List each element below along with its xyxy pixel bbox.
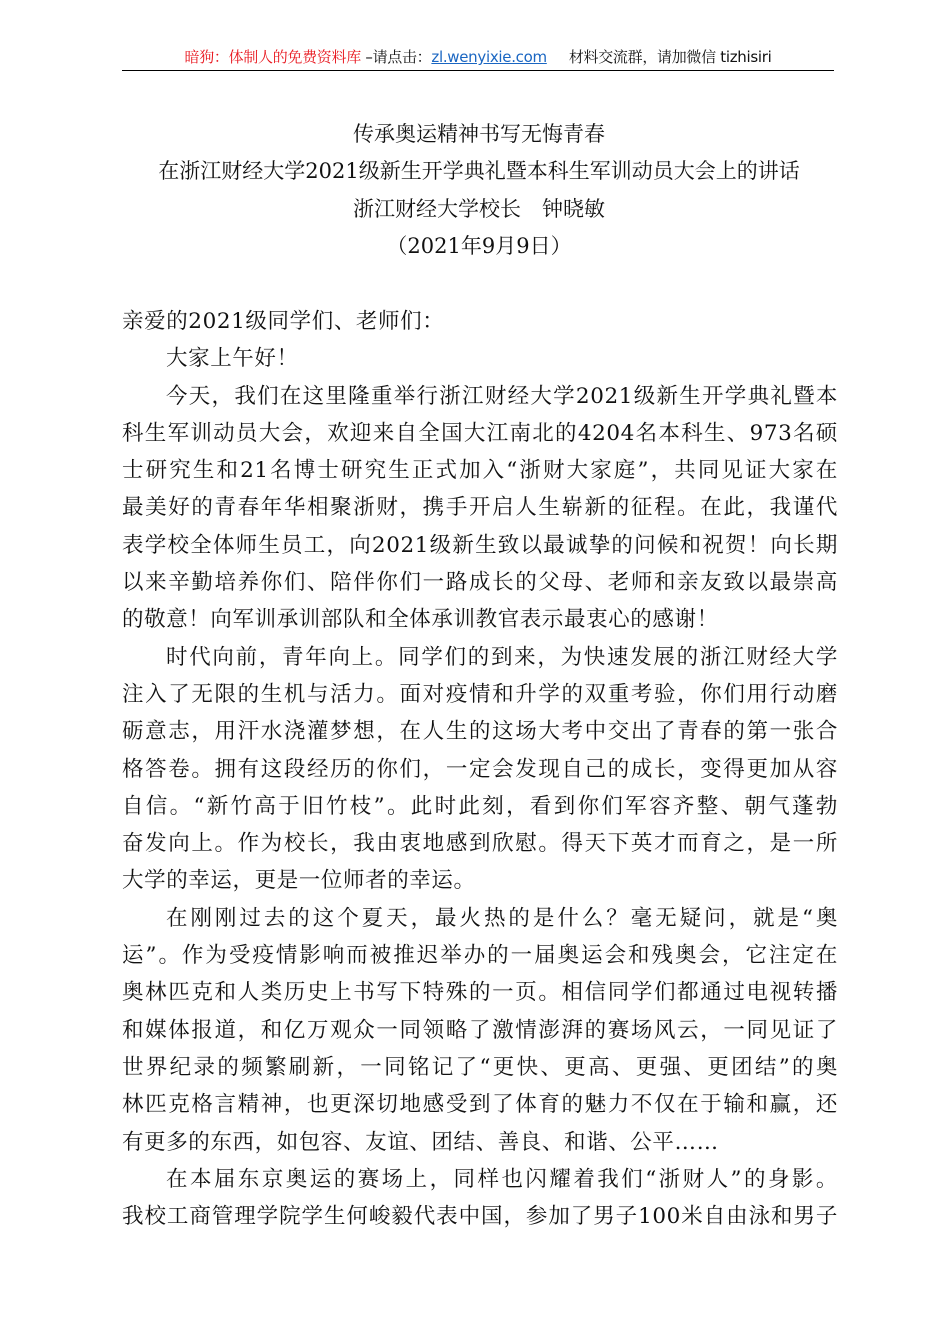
document-date: （2021年9月9日）: [386, 233, 572, 258]
resource-link[interactable]: zl.wenyixie.com: [431, 48, 547, 66]
text-line: 时代向前，青年向上。同学们的到来，为快速发展的浙江财经大学: [166, 644, 838, 670]
document-body: [122, 303, 838, 1235]
watermark-header: [122, 44, 834, 71]
text-line: 砺意志，用汗水浇灌梦想，在人生的这场大考中交出了青春的第一张合: [122, 719, 838, 745]
text-line: 在刚刚过去的这个夏天，最火热的是什么？毫无疑问，就是“奥: [166, 905, 838, 931]
text-line: 运”。作为受疫情影响而被推迟举办的一届奥运会和残奥会，它注定在: [122, 943, 838, 969]
text-line: 大学的幸运，更是一位师者的幸运。: [122, 868, 476, 894]
text-line: 今天，我们在这里隆重举行浙江财经大学2021级新生开学典礼暨本: [166, 383, 838, 409]
text-line: 有更多的东西，如包容、友谊、团结、善良、和谐、公平……: [122, 1129, 719, 1155]
paragraph-tokyo: [122, 1161, 838, 1236]
contact-text: 材料交流群，请加微信 tizhisiri: [568, 48, 772, 66]
text-line: 士研究生和21名博士研究生正式加入“浙财大家庭”，共同见证大家在: [122, 458, 838, 484]
text-line: 亲爱的2021级同学们、老师们：: [122, 309, 445, 334]
paragraph-olympics: [122, 900, 838, 1161]
paragraph-welcome: [122, 378, 838, 639]
text-line: 注入了无限的生机与活力。面对疫情和升学的双重考验，你们用行动磨: [122, 681, 838, 707]
text-line: 和媒体报道，和亿万观众一同领略了激情澎湃的赛场风云，一同见证了: [122, 1017, 838, 1043]
text-line: 科生军训动员大会，欢迎来自全国大江南北的4204名本科生、973名硕: [122, 420, 838, 446]
text-line: 自信。“新竹高于旧竹枝”。此时此刻，看到你们军容齐整、朝气蓬勃: [122, 793, 838, 819]
click-prompt: –请点击：: [360, 48, 432, 66]
document-subtitle: 在浙江财经大学2021级新生开学典礼暨本科生军训动员大会上的讲话: [158, 159, 800, 184]
text-line: 我校工商管理学院学生何峻毅代表中国，参加了男子100米自由泳和男子: [122, 1204, 838, 1230]
text-line: 奥林匹克和人类历史上书写下特殊的一页。相信同学们都通过电视转播: [122, 980, 838, 1006]
salutation: [122, 303, 838, 340]
text-line: 林匹克格言精神，也更深切地感受到了体育的魅力不仅在于输和赢，还: [122, 1092, 838, 1118]
document-heading: [0, 116, 950, 265]
paragraph-youth: [122, 639, 838, 900]
text-line: 最美好的青春年华相聚浙财，携手开启人生崭新的征程。在此，我谨代: [122, 495, 838, 521]
text-line: 奋发向上。作为校长，我由衷地感到欣慰。得天下英才而育之，是一所: [122, 831, 838, 857]
promo-text: 暗狗：体制人的免费资料库: [184, 48, 361, 66]
text-line: 以来辛勤培养你们、陪伴你们一路成长的父母、老师和亲友致以最崇高: [122, 570, 838, 596]
text-line: 的敬意！向军训承训部队和全体承训教官表示最衷心的感谢！: [122, 607, 719, 633]
text-line: 大家上午好！: [166, 346, 299, 372]
document-title: 传承奥运精神书写无悔青春: [353, 122, 605, 146]
text-line: 格答卷。拥有这段经历的你们，一定会发现自己的成长，变得更加从容: [122, 756, 838, 782]
document-author: 浙江财经大学校长 钟晓敏: [353, 196, 605, 221]
text-line: 表学校全体师生员工，向2021级新生致以最诚挚的问候和祝贺！向长期: [122, 532, 838, 558]
text-line: 世界纪录的频繁刷新，一同铭记了“更快、更高、更强、更团结”的奥: [122, 1054, 838, 1080]
text-line: 在本届东京奥运的赛场上，同样也闪耀着我们“浙财人”的身影。: [166, 1166, 838, 1192]
paragraph-greeting: [122, 340, 838, 377]
